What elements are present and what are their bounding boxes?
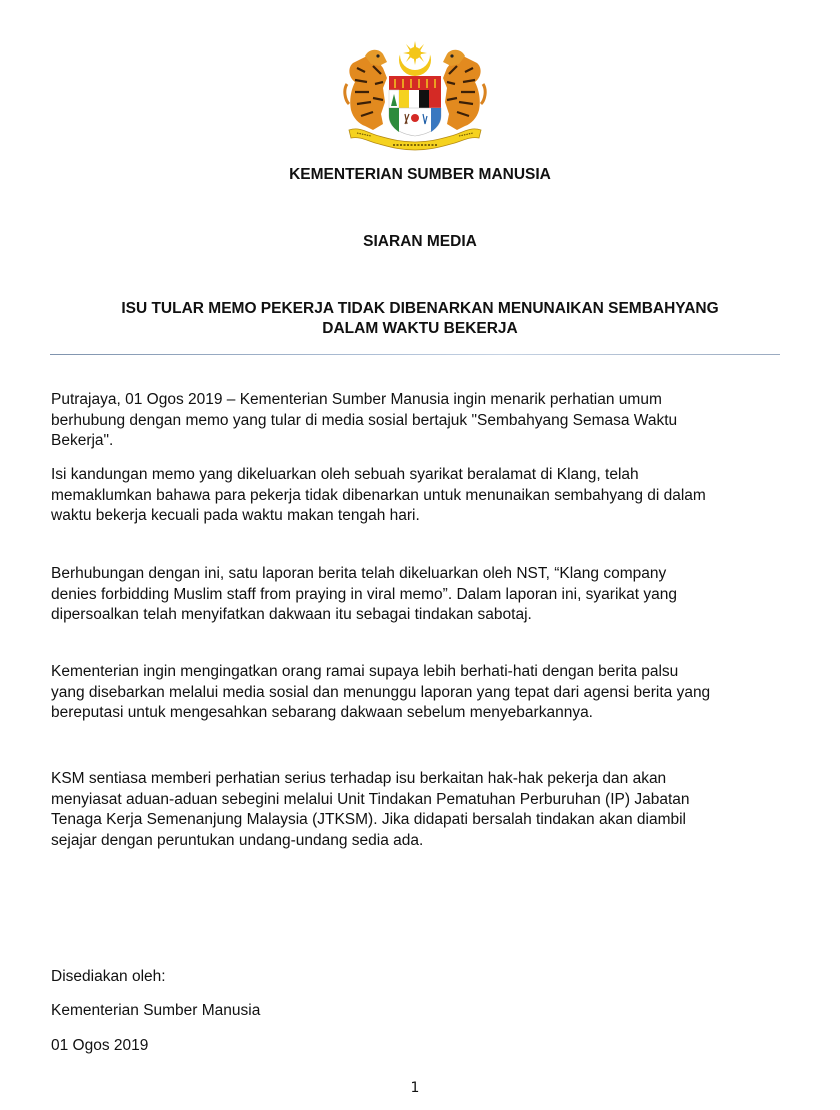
paragraph-line: Kementerian ingin mengingatkan orang ramai supaya lebih berhati-hati dengan berita palsu <box>51 663 679 680</box>
title-line-1: ISU TULAR MEMO PEKERJA TIDAK DIBENARKAN MENUNAIKAN SEMBAHYANG <box>121 300 719 317</box>
paragraph-line: yang disebarkan melalui media sosial dan menunggu laporan yang tepat dari agensi berita yang <box>51 683 711 701</box>
shield-icon <box>389 76 441 136</box>
ministry-name: KEMENTERIAN SUMBER MANUSIA <box>289 166 551 183</box>
page-number: 1 <box>410 1080 420 1096</box>
title-divider <box>50 354 780 355</box>
paragraph-2 <box>51 465 791 527</box>
coat-of-arms-icon <box>343 38 487 154</box>
paragraph-line: Berhubungan dengan ini, satu laporan berita telah dikeluarkan oleh NST, “Klang company <box>51 565 667 582</box>
paragraph-line: memaklumkan bahawa para pekerja tidak dibenarkan untuk menunaikan sembahyang di dalam <box>51 486 706 504</box>
paragraph-4 <box>51 662 791 724</box>
paragraph-1 <box>51 390 791 452</box>
title-line-2: DALAM WAKTU BEKERJA <box>322 320 518 337</box>
document-type: SIARAN MEDIA <box>363 233 477 250</box>
signoff-organization: Kementerian Sumber Manusia <box>51 1002 261 1019</box>
paragraph-5 <box>51 769 791 851</box>
crescent-star-icon <box>399 40 431 76</box>
paragraph-line: denies forbidding Muslim staff from praying in viral memo”. Dalam laporan ini, syarikat yang <box>51 585 678 603</box>
paragraph-line: sejajar dengan peruntukan undang-undang sedia ada. <box>51 831 424 849</box>
prepared-by-label: Disediakan oleh: <box>51 968 166 985</box>
left-tiger-icon <box>345 50 387 130</box>
paragraph-3 <box>51 564 791 626</box>
signoff-date: 01 Ogos 2019 <box>51 1037 149 1054</box>
paragraph-line: waktu bekerja kecuali pada waktu makan tengah hari. <box>51 507 420 524</box>
paragraph-line: bereputasi untuk mengesahkan sebarang dakwaan sebelum menyebarkannya. <box>51 704 593 721</box>
right-tiger-icon <box>443 50 485 130</box>
paragraph-line: berhubung dengan memo yang tular di media sosial bertajuk "Sembahyang Semasa Waktu <box>51 411 678 429</box>
paragraph-line: dipersoalkan telah menyifatkan dakwaan itu sebagai tindakan sabotaj. <box>51 606 532 623</box>
paragraph-line: KSM sentiasa memberi perhatian serius terhadap isu berkaitan hak-hak pekerja dan akan <box>51 770 667 787</box>
paragraph-line: Isi kandungan memo yang dikeluarkan oleh sebuah syarikat beralamat di Klang, telah <box>51 466 639 483</box>
paragraph-line: menyiasat aduan-aduan sebegini melalui Unit Tindakan Pematuhan Perburuhan (IP) Jabatan <box>51 790 690 808</box>
page-title <box>0 299 840 339</box>
paragraph-line: Tenaga Kerja Semenanjung Malaysia (JTKSM). Jika didapati bersalah tindakan akan diambil <box>51 811 686 828</box>
paragraph-line: Putrajaya, 01 Ogos 2019 – Kementerian Sumber Manusia ingin menarik perhatian umum <box>51 391 662 408</box>
paragraph-line: Bekerja". <box>51 432 114 449</box>
